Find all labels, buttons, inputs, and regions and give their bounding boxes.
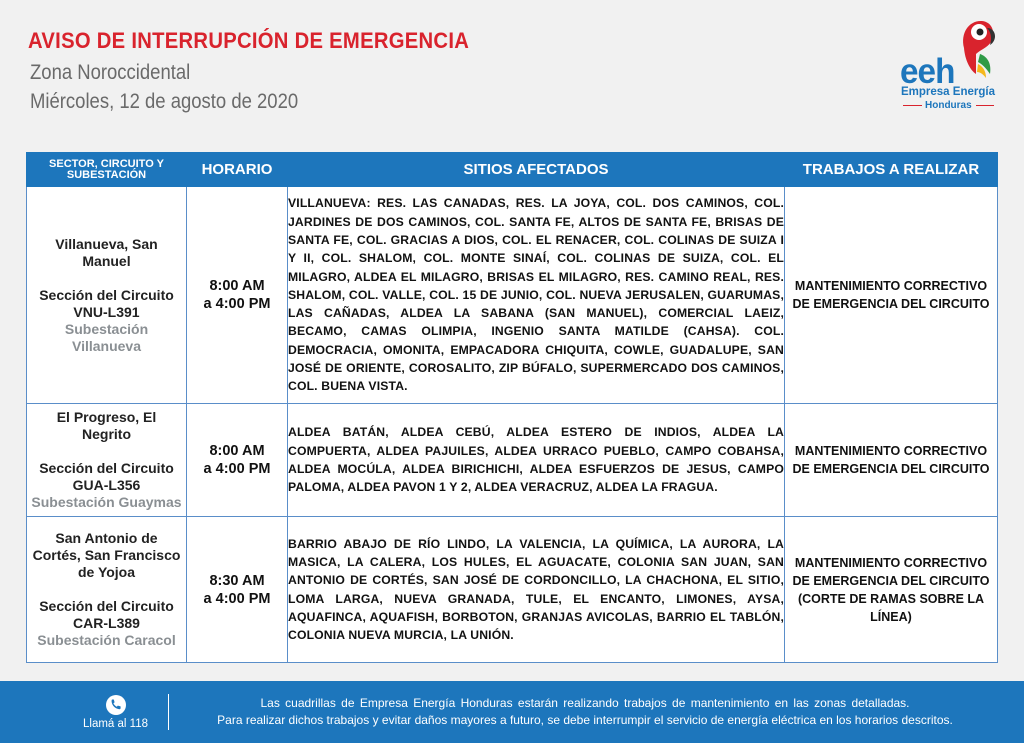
substation-name: Subestación [64, 320, 149, 337]
sector-cell [27, 187, 187, 404]
footer-notice-line1: Las cuadrillas de Empresa Energía Honduras estarán realizando trabajos de mantenimiento en las zonas detalladas. [260, 696, 910, 710]
page-title: AVISO DE INTERRUPCIÓN DE EMERGENCIA [28, 28, 470, 53]
time-start: 8:30 AM [209, 572, 265, 589]
table-header-row [27, 153, 998, 187]
time-end: a 4:00 PM [203, 296, 271, 312]
logo-company-line: Empresa Energía [901, 86, 995, 98]
circuit-code: CAR-L389 [73, 615, 140, 631]
header-horario: HORARIO [187, 153, 288, 187]
substation-name: Subestación Caracol [37, 632, 176, 648]
circuit-code: GUA-L356 [72, 477, 141, 493]
sector-cell [27, 517, 187, 663]
sector-name: El Progreso, El [56, 409, 157, 425]
sector-name: Villanueva, San [55, 235, 158, 252]
footer-notice-line2: Para realizar dichos trabajos y evitar daños mayores a futuro, se debe interrumpir el servicio de energía eléctrica en los horarios descritos. [217, 713, 953, 727]
logo-wordmark: eeh [900, 52, 955, 91]
logo-country-line: Honduras [925, 100, 972, 111]
work-line: DE EMERGENCIA DEL CIRCUITO [792, 462, 990, 476]
work-line: DE EMERGENCIA DEL CIRCUITO [792, 573, 990, 588]
circuit-code: VNU-L391 [73, 303, 140, 320]
company-logo [898, 18, 1002, 114]
work-line: LÍNEA) [870, 609, 912, 624]
sector-name: de Yojoa [77, 564, 136, 580]
sites-cell: BARRIO ABAJO DE RÍO LINDO, LA VALENCIA, LA QUÍMICA, LA AURORA, LA MASICA, LA CALERA, LOS HULES, EL AGUACATE, COLONIA SAN JUAN, SAN ANTONIO DE CORTÉS, SAN JOSÉ DE CORDONCILLO, LA CHACHONA, EL SITIO, LOMA LARGA, NUEVA GRANADA, TULE, EL ENCANTO, LIMONES, AYSA, AQUAFINCA, AQUAFISH, BORBOTON, GRANJAS AVICOLAS, BARRIO EL TABLÓN, COLONIA NUEVA MURCIA, LA UNIÓN. [288, 517, 785, 663]
sites-cell: ALDEA BATÁN, ALDEA CEBÚ, ALDEA ESTERO DE INDIOS, ALDEA LA COMPUERTA, ALDEA PAJUILES, ALDEA URRACO PUEBLO, CAMPO COBAHSA, ALDEA MOCÚLA, ALDEA BIRICHICHI, ALDEA ESFUERZOS DE JESUS, CAMPO PALOMA, ALDEA PAVON 1 Y 2, ALDEA VERACRUZ, ALDEA LA FRAGUA. [288, 404, 785, 517]
logo-divider-left [903, 105, 922, 106]
header-sector [27, 153, 187, 187]
sector-name: Negrito [82, 426, 131, 442]
work-line: (CORTE DE RAMAS SOBRE LA [797, 591, 985, 606]
interruption-table [26, 152, 998, 663]
circuit-label: Sección del Circuito [39, 460, 174, 476]
header-sector-line1: SECTOR, CIRCUITO Y [49, 157, 164, 170]
sector-cell [27, 404, 187, 517]
phone-icon[interactable] [106, 695, 126, 715]
header-sitios: SITIOS AFECTADOS [288, 153, 785, 187]
time-cell [187, 404, 288, 517]
work-line: MANTENIMIENTO CORRECTIVO [794, 555, 988, 570]
work-line: DE EMERGENCIA DEL CIRCUITO [792, 297, 990, 311]
table-row [27, 517, 998, 663]
substation-name: Villanueva [71, 337, 141, 354]
work-cell [785, 517, 998, 663]
work-line: MANTENIMIENTO CORRECTIVO [794, 444, 988, 458]
circuit-label: Sección del Circuito [39, 286, 174, 303]
parrot-icon [956, 18, 996, 80]
sector-name: Cortés, San Francisco [32, 547, 181, 563]
header-sector-line2: SUBESTACIÓN [66, 168, 147, 181]
footer-divider [168, 694, 169, 730]
zone-subtitle: Zona Noroccidental [30, 61, 191, 84]
sector-name: San Antonio de [55, 530, 158, 546]
time-end: a 4:00 PM [203, 590, 271, 607]
date-subtitle: Miércoles, 12 de agosto de 2020 [30, 90, 299, 113]
sector-name: Manuel [82, 252, 131, 269]
footer-banner [0, 681, 1024, 743]
time-start: 8:00 AM [209, 443, 265, 459]
phone-label: Llamá al 118 [83, 718, 148, 730]
time-cell [187, 517, 288, 663]
circuit-label: Sección del Circuito [39, 598, 174, 614]
sites-cell: VILLANUEVA: RES. LAS CANADAS, RES. LA JOYA, COL. DOS CAMINOS, COL. JARDINES DE DOS CAMINOS, COL. SANTA FE, ALTOS DE SANTA FE, BRISAS DE SANTA FE, COL. GRACIAS A DIOS, COL. EL RENACER, COL. COLINAS DE SUIZA I Y II, COL. SHALOM, COL. MONTE SINAÍ, COL. COLINAS DE SUIZA, COL. EL MILAGRO, ALDEA EL MILAGRO, BRISAS EL MILAGRO, RES. CAMINO REAL, RES. SHALOM, COL. VALLE, COL. 15 DE JUNIO, COL. NUEVA JERUSALEN, GUARUMAS, LAS CAÑADAS, ALDEA LA SABANA (SAN MANUEL), COMERCIAL LAEIZ, BECAMO, CAMAS OLIMPIA, INGENIO SANTA MATILDE (CAHSA). COL. DEMOCRACIA, OMONITA, EMPACADORA CHIQUITA, COWLE, GUADALUPE, SAN JOSÉ DE ORIENTE, COROSALITO, ZIP BÚFALO, SUPERMERCADO DOS CAMINOS, COL. BUENA VISTA. [288, 187, 785, 404]
phone-handset-icon [106, 695, 126, 715]
work-line: MANTENIMIENTO CORRECTIVO [794, 279, 988, 293]
time-end: a 4:00 PM [203, 461, 271, 477]
time-cell [187, 187, 288, 404]
work-cell [785, 404, 998, 517]
substation-name: Subestación Guaymas [31, 494, 182, 510]
time-start: 8:00 AM [209, 278, 265, 294]
header-trabajos: TRABAJOS A REALIZAR [785, 153, 998, 187]
logo-divider-right [976, 105, 994, 106]
table-row [27, 404, 998, 517]
table-row [27, 187, 998, 404]
work-cell [785, 187, 998, 404]
